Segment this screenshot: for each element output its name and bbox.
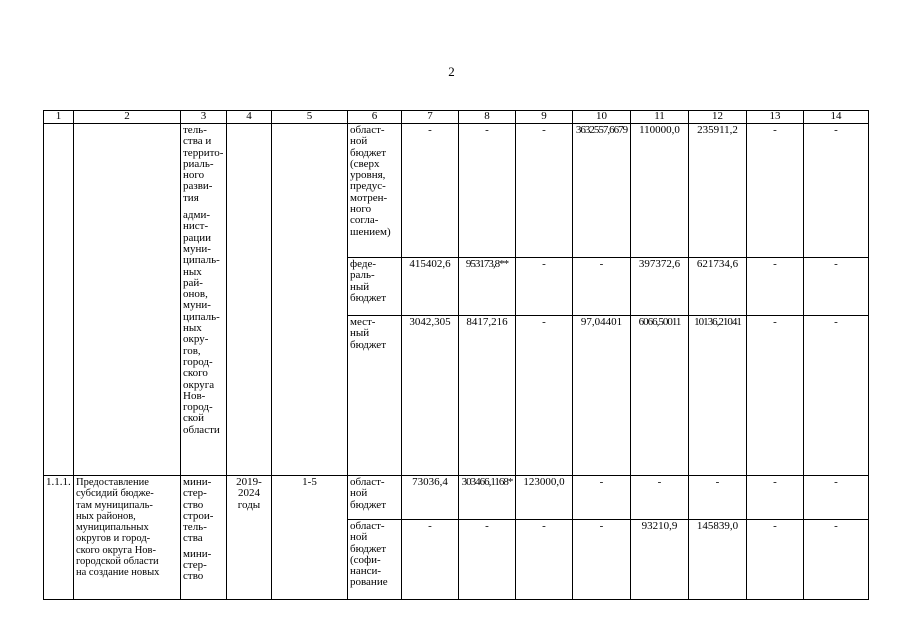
executor-text: ного	[183, 169, 205, 182]
value-cell: -	[573, 520, 631, 600]
targets-cell: 1-5	[272, 476, 348, 600]
source-text: предус-	[350, 180, 386, 193]
value-cell: -	[516, 124, 573, 258]
executor-text: стер-	[183, 487, 207, 500]
source-text: ной	[350, 487, 368, 500]
executor-text: город-	[183, 355, 213, 368]
executor-text: террито-	[183, 146, 224, 159]
executor-text: ных	[183, 265, 202, 278]
source-text: феде-	[350, 258, 377, 270]
source-cell	[348, 476, 402, 520]
source-text: рование	[350, 576, 388, 589]
source-text: област-	[350, 124, 385, 136]
executor-text: ского	[183, 367, 208, 380]
col-header: 7	[402, 111, 459, 124]
source-text: бюджет	[350, 498, 386, 511]
value-cell: 73036,4	[402, 476, 459, 520]
value-cell: -	[573, 476, 631, 520]
executor-text: гов,	[183, 344, 201, 357]
value-cell: -	[402, 520, 459, 600]
executor-text: ство	[183, 570, 204, 583]
executor-text: ской	[183, 412, 205, 425]
executor-text: адми-	[183, 209, 210, 222]
source-text: бюджет	[350, 338, 386, 351]
col-header: 1	[44, 111, 74, 124]
source-text: ной	[350, 531, 368, 544]
item-name-cell	[74, 476, 181, 600]
value-cell: 6066,50011	[631, 316, 689, 476]
value-cell: -	[804, 520, 869, 600]
source-text: уровня,	[350, 169, 386, 182]
source-text: шением)	[350, 225, 391, 238]
value-cell: 621734,6	[689, 258, 747, 316]
source-text: бюджет	[350, 542, 386, 555]
col-header: 11	[631, 111, 689, 124]
value-cell: -	[804, 124, 869, 258]
source-cell	[348, 258, 402, 316]
executor-text: город-	[183, 401, 213, 414]
value-cell: -	[631, 476, 689, 520]
col-header: 9	[516, 111, 573, 124]
value-cell: -	[689, 476, 747, 520]
col-header: 6	[348, 111, 402, 124]
executor-text: мини-	[183, 476, 212, 488]
executor-text: Нов-	[183, 389, 206, 402]
value-cell: 3632557,6679	[573, 124, 631, 258]
value-cell: -	[804, 476, 869, 520]
column-number-row	[44, 111, 869, 124]
source-text: област-	[350, 520, 385, 532]
value-cell: 3042,305	[402, 316, 459, 476]
value-cell: 10136,21041	[689, 316, 747, 476]
col-header: 13	[747, 111, 804, 124]
item-name-text: округов и город-	[76, 533, 151, 545]
value-cell: 123000,0	[516, 476, 573, 520]
executor-cell	[181, 124, 227, 476]
item-name-cell	[74, 124, 181, 476]
executor-text: ство	[183, 498, 204, 511]
executor-text: ства и	[183, 135, 212, 148]
executor-text: тель-	[183, 124, 207, 136]
value-cell: -	[459, 520, 516, 600]
executor-cell	[181, 476, 227, 600]
executor-text: ства	[183, 532, 203, 545]
col-header: 10	[573, 111, 631, 124]
executor-text: рай-	[183, 276, 203, 289]
page-number: 2	[448, 64, 455, 79]
value-cell: 145839,0	[689, 520, 747, 600]
value-cell: 93210,9	[631, 520, 689, 600]
col-header: 4	[227, 111, 272, 124]
item-number-cell	[44, 124, 74, 476]
period-text: 2019-	[236, 476, 262, 488]
source-cell	[348, 520, 402, 600]
value-cell: -	[516, 316, 573, 476]
value-cell: -	[516, 258, 573, 316]
value-cell: -	[804, 258, 869, 316]
source-text: ного	[350, 203, 372, 216]
col-header: 5	[272, 111, 348, 124]
source-text: ной	[350, 135, 368, 148]
executor-text: строи-	[183, 509, 214, 522]
value-cell: 397372,6	[631, 258, 689, 316]
value-cell: -	[747, 258, 804, 316]
executor-text: области	[183, 423, 220, 436]
value-cell: -	[747, 316, 804, 476]
program-table	[43, 110, 869, 600]
executor-text: муни-	[183, 299, 211, 312]
executor-text: округа	[183, 378, 215, 391]
targets-cell	[272, 124, 348, 476]
col-header: 2	[74, 111, 181, 124]
executor-text: ципаль-	[183, 254, 220, 267]
col-header: 3	[181, 111, 227, 124]
source-text: нанси-	[350, 565, 382, 578]
item-name-text: Предоставление	[76, 477, 149, 488]
source-text: ный	[350, 327, 370, 340]
source-text: раль-	[350, 269, 375, 282]
value-cell: -	[747, 124, 804, 258]
value-cell: 953173,8**	[459, 258, 516, 316]
value-cell: -	[573, 258, 631, 316]
executor-text: разви-	[183, 180, 213, 193]
item-name-text: субсидий бюдже-	[76, 488, 154, 500]
value-cell: -	[804, 316, 869, 476]
source-text: ный	[350, 280, 370, 293]
value-cell: 303466,1168*	[459, 476, 516, 520]
source-text: мест-	[350, 316, 376, 328]
value-cell: 415402,6	[402, 258, 459, 316]
source-text: мотрен-	[350, 191, 388, 204]
period-cell	[227, 124, 272, 476]
item-name-text: ных районов,	[76, 510, 136, 522]
item-name-text: там муниципаль-	[76, 499, 153, 511]
value-cell: 110000,0	[631, 124, 689, 258]
item-name-text: муниципальных	[76, 522, 149, 534]
period-cell	[227, 476, 272, 600]
executor-text: окру-	[183, 333, 209, 346]
col-header: 14	[804, 111, 869, 124]
value-cell: -	[747, 476, 804, 520]
executor-text: тель-	[183, 521, 207, 534]
executor-text: нист-	[183, 220, 209, 233]
table-row	[44, 124, 869, 258]
executor-text: ципаль-	[183, 310, 220, 323]
executor-text: ных	[183, 322, 202, 335]
executor-text: риаль-	[183, 157, 214, 170]
value-cell: 97,04401	[573, 316, 631, 476]
item-name-text: ского округа Нов-	[76, 544, 156, 556]
item-name-text: городской области	[76, 556, 159, 568]
source-text: согла-	[350, 214, 379, 227]
executor-text: рации	[183, 231, 212, 244]
source-text: (сверх	[350, 157, 380, 170]
source-text: (софи-	[350, 553, 381, 566]
col-header: 12	[689, 111, 747, 124]
value-cell: -	[516, 520, 573, 600]
value-cell: -	[747, 520, 804, 600]
col-header: 8	[459, 111, 516, 124]
executor-text: тия	[183, 191, 199, 204]
executor-text: онов,	[183, 288, 208, 301]
source-cell	[348, 124, 402, 258]
value-cell: 8417,216	[459, 316, 516, 476]
period-text: годы	[237, 498, 261, 511]
source-text: бюджет	[350, 291, 386, 304]
source-text: област-	[350, 476, 385, 488]
period-text: 2024	[238, 487, 260, 500]
source-text: бюджет	[350, 146, 386, 159]
executor-text: стер-	[183, 559, 207, 572]
source-cell	[348, 316, 402, 476]
executor-text: муни-	[183, 242, 211, 255]
value-cell: 235911,2	[689, 124, 747, 258]
item-number-cell: 1.1.1.	[44, 476, 74, 600]
value-cell: -	[402, 124, 459, 258]
executor-text: мини-	[183, 547, 212, 560]
table-row	[44, 476, 869, 520]
item-name-text: на создание новых	[76, 567, 160, 579]
value-cell: -	[459, 124, 516, 258]
